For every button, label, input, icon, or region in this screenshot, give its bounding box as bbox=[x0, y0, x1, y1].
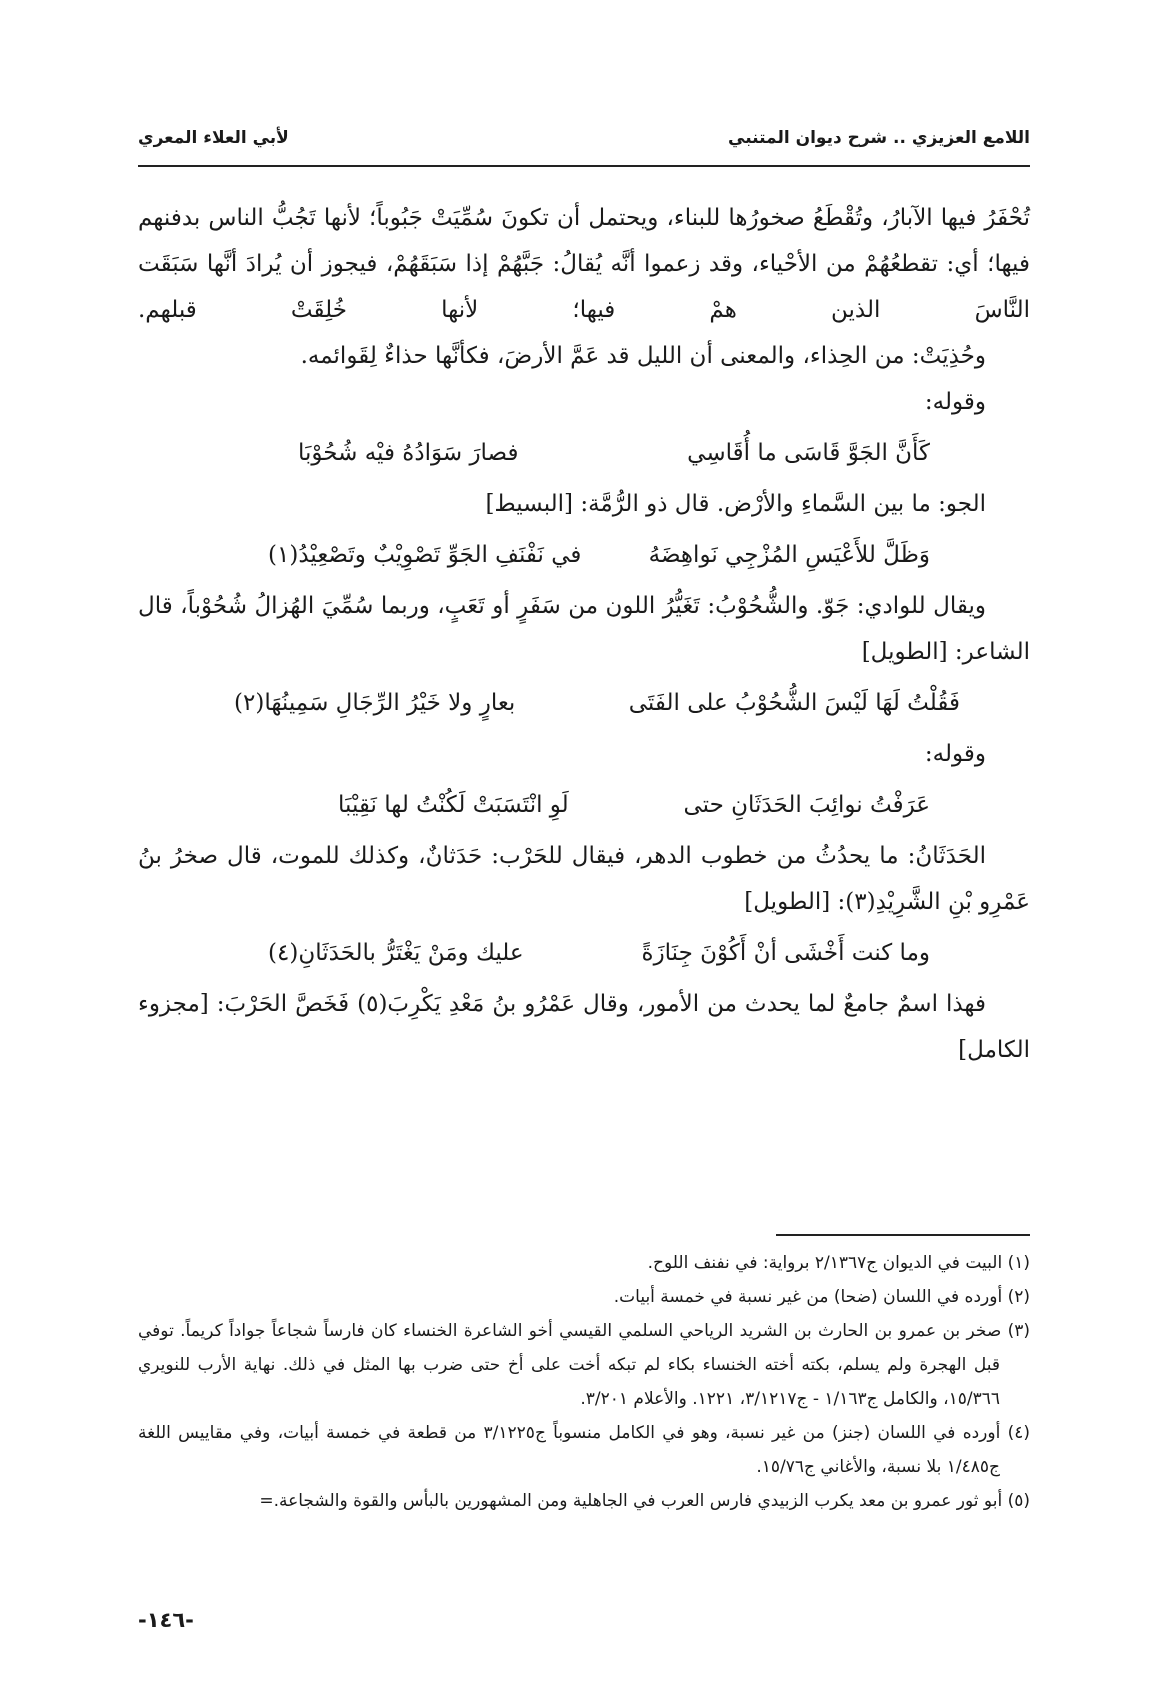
verse-first-hemistich: وَظَلَّ للأَعْيَسِ المُزْجِي نَواهِضَهُ bbox=[648, 542, 930, 568]
verse-first-hemistich: فَقُلْتُ لَهَا لَيْسَ الشُّحُوْبُ على الفَتَى bbox=[628, 690, 960, 716]
header-divider bbox=[138, 165, 1030, 167]
footnote-divider bbox=[776, 1234, 1030, 1236]
paragraph: وقوله: bbox=[924, 741, 986, 767]
footnote: (٤) أورده في اللسان (جنز) من غير نسبة، وهو في الكامل منسوباً ج٣/١٢٢٥ من قطعة في خمسة أبيات، وفي مقاييس اللغة ج١/٤٨٥ بلا نسبة، والأغاني ج١٥/٧٦. bbox=[138, 1423, 1030, 1477]
header-author: لأبي العلاء المعري bbox=[138, 128, 289, 148]
header-book-title: اللامع العزيزي .. شرح ديوان المتنبي bbox=[728, 128, 1030, 148]
verse-line bbox=[138, 425, 1030, 481]
verse-line bbox=[138, 777, 1030, 833]
verse-first-hemistich: وما كنت أَخْشَى أنْ أَكُوْنَ جِنَازَةً bbox=[641, 940, 930, 966]
footnote: (٥) أبو ثور عمرو بن معد يكرب الزبيدي فارس العرب في الجاهلية ومن المشهورين بالبأس والقوة والشجاعة.= bbox=[259, 1491, 1030, 1511]
paragraph: الحَدَثَانُ: ما يحدُثُ من خطوب الدهر، فيقال للحَرْب: حَدَثانٌ، وكذلك للموت، قال صخرُ بنُ عَمْرِو بْنِ الشَّرِيْدِ(٣): [الطويل] bbox=[138, 843, 1030, 915]
verse-second-hemistich: في نَفْنَفِ الجَوِّ تَصْوِيْبٌ وتَصْعِيْدُ(١) bbox=[268, 542, 582, 568]
page-number: -١٤٦- bbox=[138, 1608, 194, 1632]
paragraph: وقوله: bbox=[924, 389, 986, 415]
verse-first-hemistich: كَأَنَّ الجَوَّ قَاسَى ما أُقَاسِي bbox=[687, 440, 930, 466]
paragraph: ويقال للوادي: جَوّ. والشُّحُوْبُ: تَغَيُّرُ اللون من سَفَرٍ أو تَعَبٍ، وربما سُمِّيَ الهُزالُ شُحُوْباً، قال الشاعر: [الطويل] bbox=[138, 593, 1030, 665]
verse-second-hemistich: عليك ومَنْ يَغْتَرُّ بالحَدَثَانِ(٤) bbox=[268, 940, 524, 966]
paragraph: فهذا اسمٌ جامعٌ لما يحدث من الأمور، وقال عَمْرُو بنُ مَعْدِ يَكْرِبَ(٥) فَخَصَّ الحَرْبَ: [مجزوء الكامل] bbox=[138, 991, 1030, 1063]
verse-second-hemistich: فصارَ سَوَادُهُ فيْه شُحُوْبَا bbox=[298, 440, 519, 466]
paragraph: تُحْفَرُ فيها الآبارُ، وتُقْطَعُ صخورُها للبناء، ويحتمل أن تكونَ سُمِّيَتْ جَبُوباً؛ لأنها تَجُبُّ الناس بدفنهم فيها؛ أي: تقطعُهُمْ من الأحْياء، وقد زعموا أنَّه يُقالُ: جَبَّهُمْ إذا سَبَقَهُمْ، فيجوز أن يُرادَ أنَّها سَبَقَت النَّاسَ الذين همْ فيها؛ لأنها خُلِقَتْ قبلهم. bbox=[138, 205, 1030, 323]
footnotes bbox=[138, 1246, 1030, 1518]
verse-line bbox=[138, 925, 1030, 981]
paragraph: الجو: ما بين السَّماءِ والأرْض. قال ذو الرُّمَّة: [البسيط] bbox=[485, 491, 986, 517]
footnote: (١) البيت في الديوان ج٢/١٣٦٧ برواية: في نفنف اللوح. bbox=[647, 1253, 1030, 1273]
paragraph: وحُذِيَتْ: من الحِذاء، والمعنى أن الليل قد عَمَّ الأرضَ، فكأنَّها حذاءٌ لِقَوائمه. bbox=[300, 343, 986, 369]
verse-second-hemistich: بعارٍ ولا خَيْرُ الرِّجَالِ سَمِينُهَا(٢) bbox=[234, 690, 516, 716]
running-header bbox=[138, 118, 1030, 158]
main-text bbox=[138, 195, 1030, 1073]
verse-first-hemistich: عَرَفْتُ نوائِبَ الحَدَثَانِ حتى bbox=[683, 792, 930, 818]
footnote: (٢) أورده في اللسان (ضحا) من غير نسبة في خمسة أبيات. bbox=[613, 1287, 1030, 1307]
footnote: (٣) صخر بن عمرو بن الحارث بن الشريد الرياحي السلمي القيسي أخو الشاعرة الخنساء كان فارساً شجاعاً جواداً كريماً. توفي قبل الهجرة ولم يسلم، بكته أخته الخنساء بكاء لم تبكه أخت على أخ حتى ضرب بها المثل في ذلك. نهاية الأرب للنويري ١٥/٣٦٦، والكامل ج١/١٦٣ - ج٣/١٢١٧، ١٢٢١. والأعلام ٣/٢٠١. bbox=[138, 1321, 1030, 1409]
verse-line bbox=[138, 675, 1030, 731]
verse-line bbox=[138, 527, 1030, 583]
verse-second-hemistich: لَوِ انْتَسَبَتْ لَكُنْتُ لها نَقِيْبَا bbox=[338, 792, 569, 818]
